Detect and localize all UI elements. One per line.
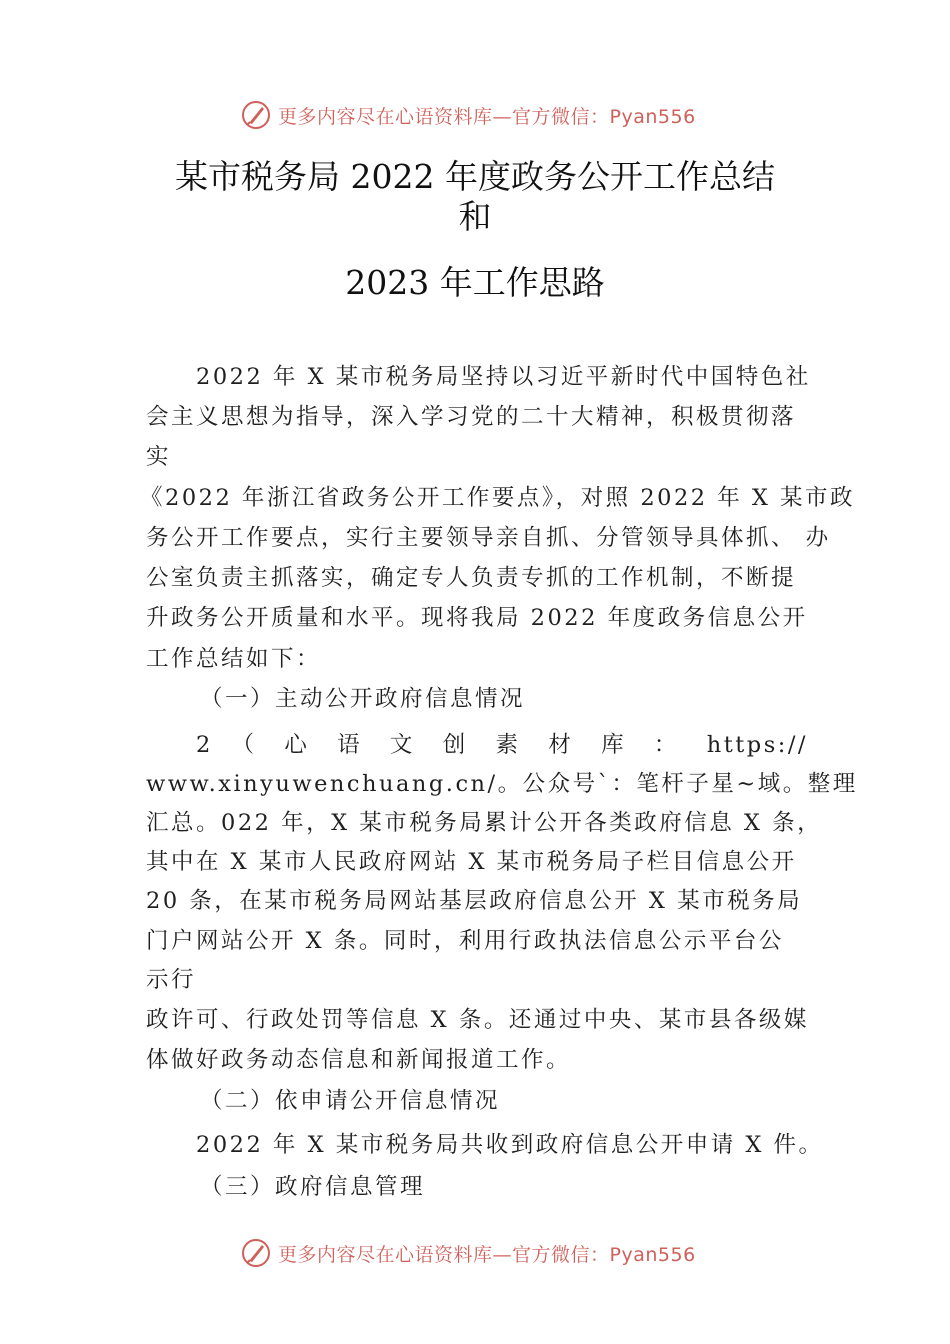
banner-text: 更多内容尽在心语资料库—官方微信：Pyan556 — [278, 1243, 696, 1266]
paragraph-1-line-5: 务公开工作要点，实行主要领导亲自抓、分管领导具体抓、 办 — [146, 525, 831, 551]
paragraph-2-line-6: 门户网站公开 X 条。同时，利用行政执法信息公示平台公 — [146, 928, 784, 954]
section-heading-1: （一）主动公开政府信息情况 — [200, 686, 526, 712]
footer-banner — [240, 1235, 740, 1271]
page-title-line-2: 和 — [458, 197, 492, 236]
page-title-line-3: 2023 年工作思路 — [345, 263, 605, 302]
quill-logo-icon — [240, 1237, 272, 1269]
paragraph-2-line-8: 政许可、行政处罚等信息 X 条。还通过中央、某市县各级媒 — [146, 1007, 809, 1033]
paragraph-1-line-6: 公室负责主抓落实，确定专人负责专抓的工作机制，不断提 — [146, 565, 797, 591]
paragraph-1-line-4: 《2022 年浙江省政务公开工作要点》，对照 2022 年 X 某市政 — [140, 485, 856, 511]
paragraph-1-line-7: 升政务公开质量和水平。现将我局 2022 年度政务信息公开 — [146, 605, 808, 631]
paragraph-2-line-3: 汇总。022 年，X 某市税务局累计公开各类政府信息 X 条， — [146, 810, 823, 836]
banner-text: 更多内容尽在心语资料库—官方微信：Pyan556 — [278, 105, 696, 128]
section-heading-2: （二）依申请公开信息情况 — [200, 1088, 501, 1114]
paragraph-1-line-2: 会主义思想为指导，深入学习党的二十大精神，积极贯彻落 — [146, 404, 797, 430]
quill-logo-icon — [240, 99, 272, 131]
paragraph-2-line-2: www.xinyuwenchuang.cn/。公众号`：笔杆子星~域。整理 — [146, 771, 858, 797]
paragraph-3: 2022 年 X 某市税务局共收到政府信息公开申请 X 件。 — [196, 1132, 824, 1158]
header-banner — [240, 97, 740, 133]
paragraph-1-line-8: 工作总结如下： — [146, 646, 322, 672]
banner-handle: Pyan556 — [609, 105, 696, 128]
paragraph-2-line-7: 示行 — [146, 967, 197, 993]
paragraph-1-line-1: 2022 年 X 某市税务局坚持以习近平新时代中国特色社 — [196, 364, 811, 390]
paragraph-2-line-9: 体做好政务动态信息和新闻报道工作。 — [146, 1047, 572, 1073]
banner-handle: Pyan556 — [609, 1243, 696, 1266]
paragraph-2-line-4: 其中在 X 某市人民政府网站 X 某市税务局子栏目信息公开 — [146, 849, 797, 875]
paragraph-2-line-1: 2 （ 心 语 文 创 素 材 库 ： https:// — [196, 732, 808, 758]
paragraph-2-line-5: 20 条，在某市税务局网站基层政府信息公开 X 某市税务局 — [146, 888, 803, 914]
page-title-line-1: 某市税务局 2022 年度政务公开工作总结 — [175, 157, 775, 196]
paragraph-1-line-3: 实 — [146, 444, 172, 470]
section-heading-3: （三）政府信息管理 — [200, 1174, 426, 1200]
